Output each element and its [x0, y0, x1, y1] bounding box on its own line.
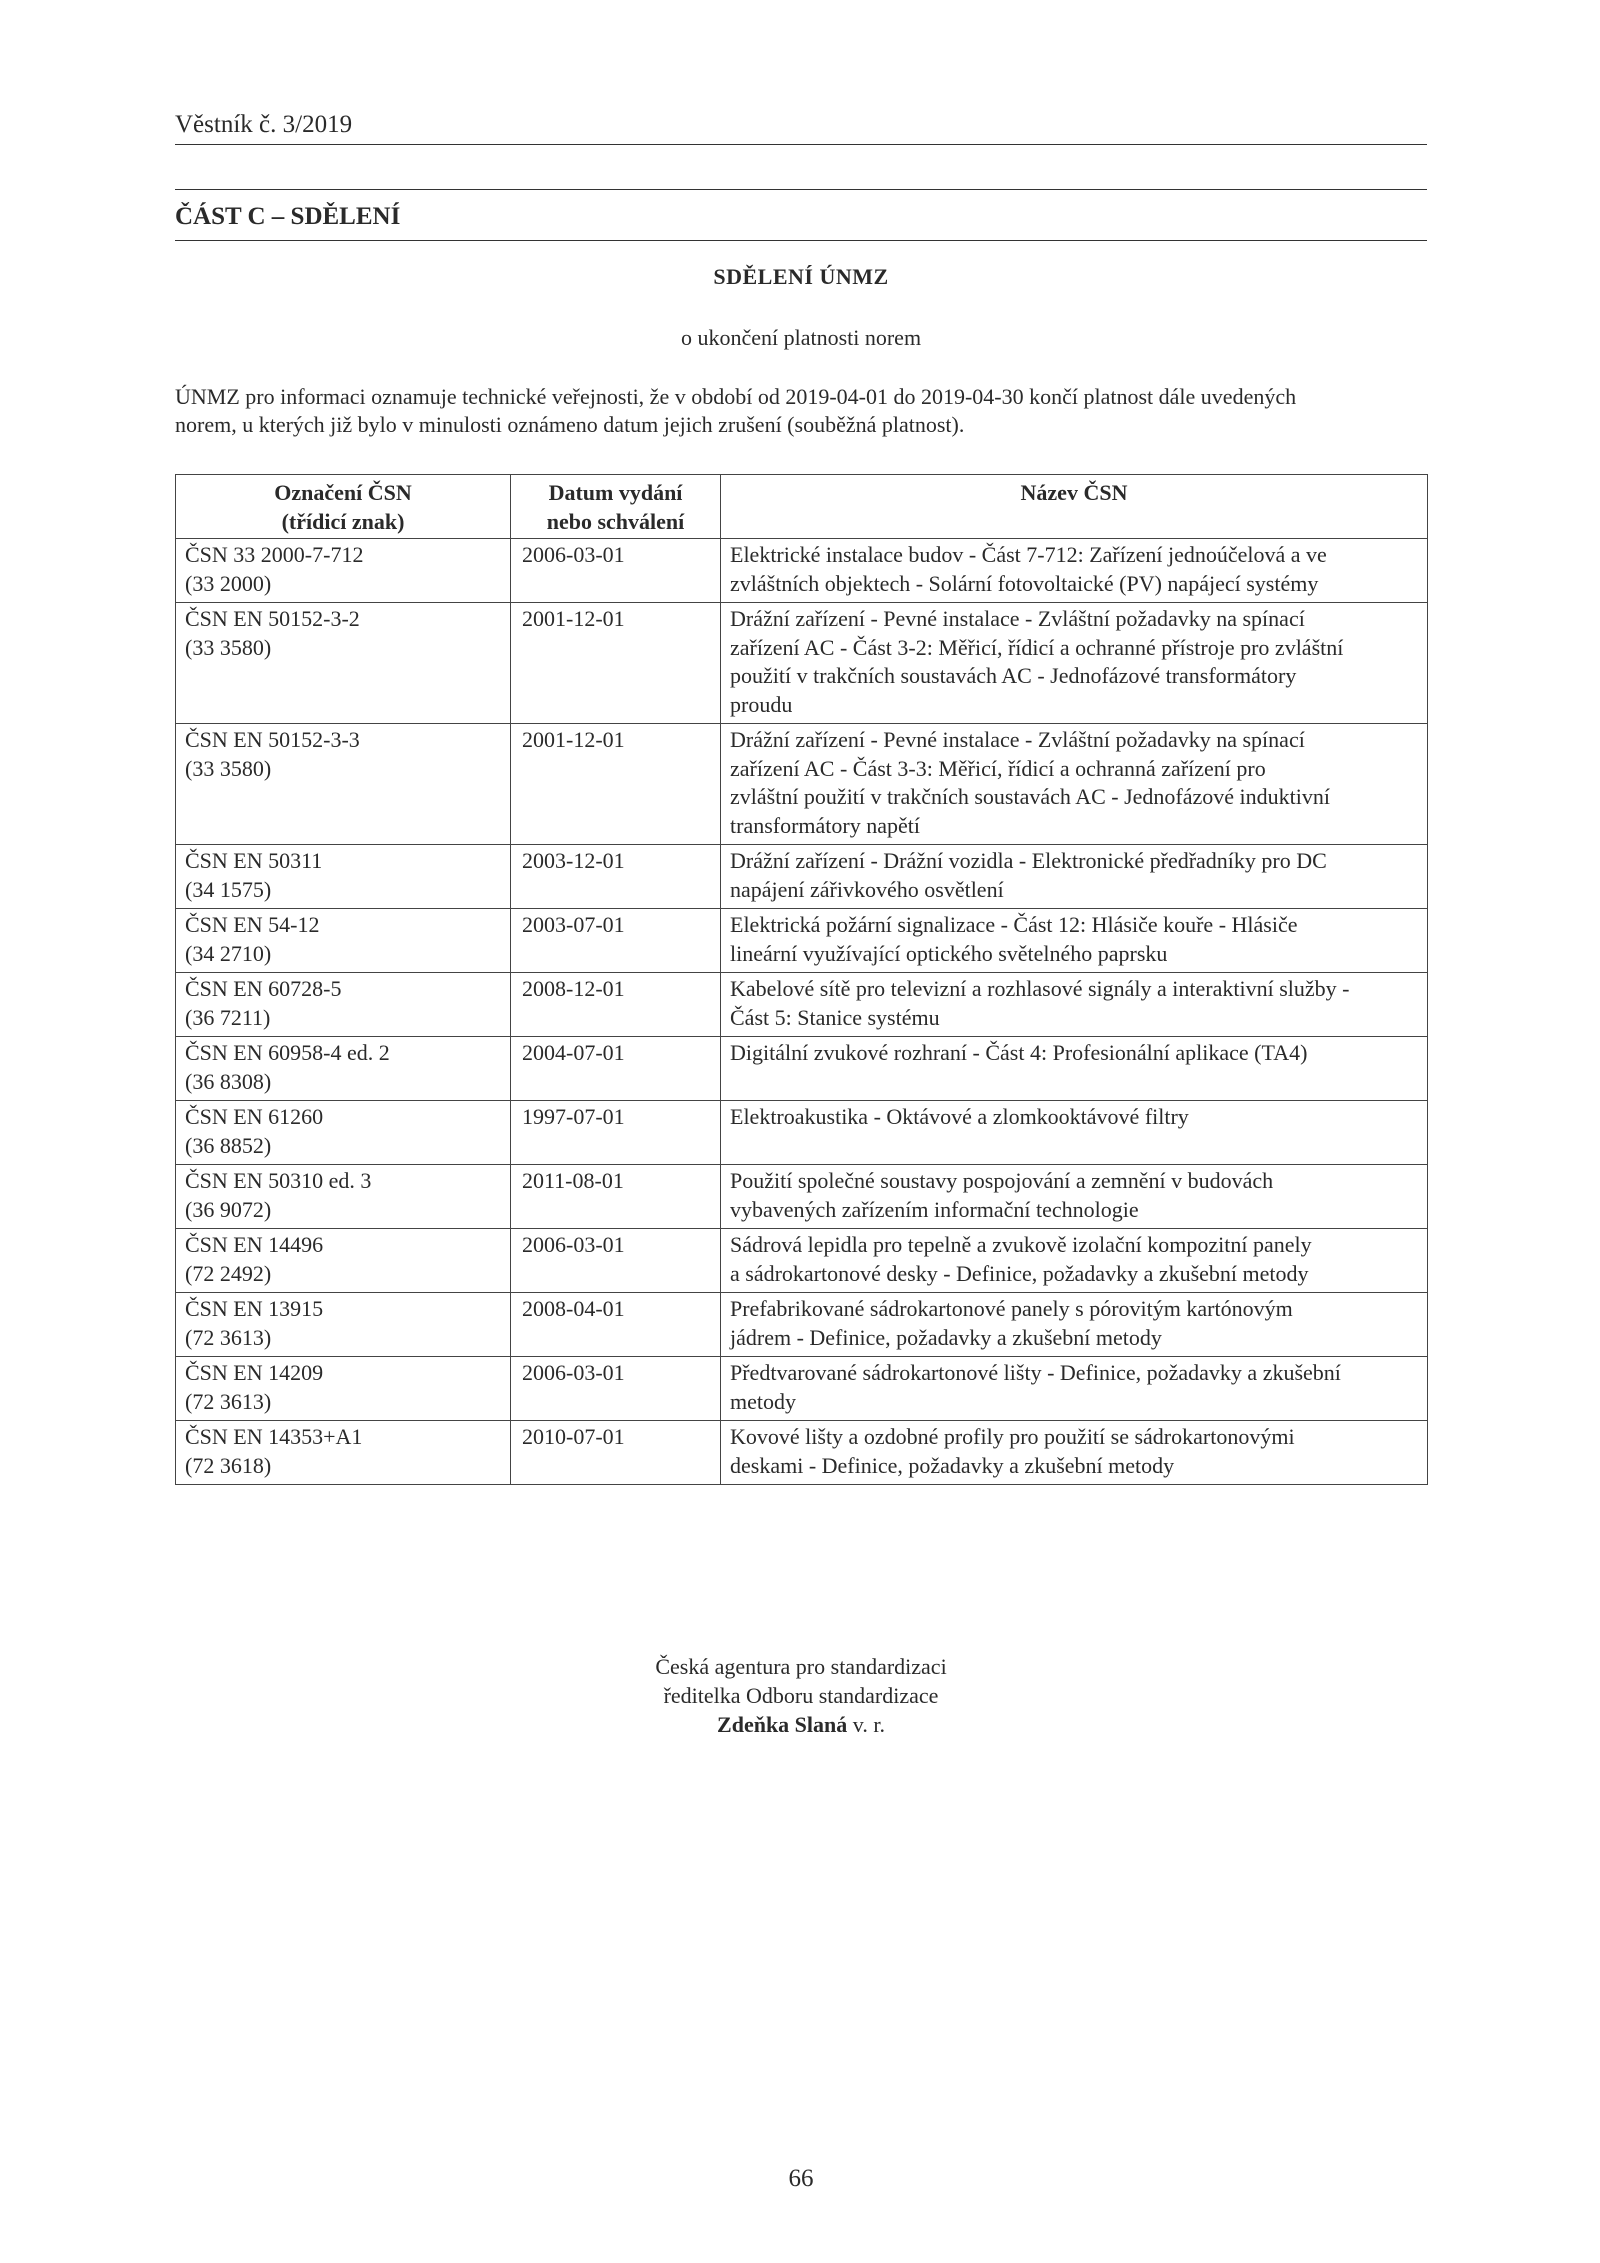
code-line: (34 2710)	[185, 940, 272, 966]
name-line: lineární využívající optického světelného paprsku	[730, 940, 1168, 966]
name-line: Prefabrikované sádrokartonové panely s pórovitým kartónovým	[730, 1296, 1293, 1321]
header-code	[176, 475, 511, 539]
name-line: a sádrokartonové desky - Definice, požadavky a zkušební metody	[730, 1260, 1309, 1286]
cell-code	[176, 973, 511, 1037]
table-row	[176, 1165, 1428, 1229]
name-line: napájení zářivkového osvětlení	[730, 876, 1004, 902]
cell-date: 2006-03-01	[511, 539, 721, 603]
name-line: Elektroakustika - Oktávové a zlomkooktávové filtry	[730, 1104, 1189, 1129]
section-divider	[175, 189, 1427, 190]
cell-date: 2003-12-01	[511, 845, 721, 909]
table-row	[176, 1037, 1428, 1101]
cell-date: 2011-08-01	[511, 1165, 721, 1229]
intro-line: norem, u kterých již bylo v minulosti oznámeno datum jejich zrušení (souběžná platnost).	[175, 412, 965, 437]
cell-code	[176, 1229, 511, 1293]
name-line: Digitální zvukové rozhraní - Část 4: Profesionální aplikace (TA4)	[730, 1040, 1308, 1065]
cell-name	[721, 603, 1428, 724]
name-line: zvláštní použití v trakčních soustavách AC - Jednofázové induktivní	[730, 784, 1330, 809]
name-line: jádrem - Definice, požadavky a zkušební metody	[730, 1324, 1162, 1350]
signature-line	[175, 1710, 1427, 1739]
code-line: ČSN EN 14209	[185, 1360, 324, 1385]
cell-name	[721, 539, 1428, 603]
notice-title: SDĚLENÍ ÚNMZ	[713, 264, 889, 289]
code-line: (36 7211)	[185, 1004, 271, 1030]
name-line: Drážní zařízení - Pevné instalace - Zvláštní požadavky na spínací	[730, 606, 1305, 631]
header-name	[721, 475, 1428, 539]
table-row	[176, 973, 1428, 1037]
header-code-line: Označení ČSN	[274, 480, 412, 505]
table-header-row	[176, 475, 1428, 539]
code-line: ČSN EN 50311	[185, 848, 323, 873]
name-line: metody	[730, 1388, 796, 1414]
code-line: ČSN EN 14353+A1	[185, 1424, 363, 1449]
name-line: Sádrová lepidla pro tepelně a zvukově izolační kompozitní panely	[730, 1232, 1312, 1257]
name-line: zvláštních objektech - Solární fotovoltaické (PV) napájecí systémy	[730, 570, 1319, 596]
bulletin-header	[175, 110, 1427, 145]
cell-code	[176, 1357, 511, 1421]
code-line: ČSN EN 50152-3-2	[185, 606, 360, 631]
table-row	[176, 603, 1428, 724]
name-line: Drážní zařízení - Drážní vozidla - Elektronické předřadníky pro DC	[730, 848, 1327, 873]
cell-date: 2004-07-01	[511, 1037, 721, 1101]
cell-date: 2001-12-01	[511, 603, 721, 724]
code-line: ČSN EN 61260	[185, 1104, 324, 1129]
name-line: zařízení AC - Část 3-2: Měřicí, řídicí a ochranné přístroje pro zvláštní	[730, 634, 1344, 660]
cell-name	[721, 1229, 1428, 1293]
cell-date: 1997-07-01	[511, 1101, 721, 1165]
bulletin-title: Věstník č. 3/2019	[175, 111, 353, 138]
cell-name	[721, 1421, 1428, 1485]
table-row	[176, 909, 1428, 973]
cell-code	[176, 1037, 511, 1101]
table-row	[176, 1357, 1428, 1421]
cell-name	[721, 724, 1428, 845]
header-date	[511, 475, 721, 539]
header-date-line: Datum vydání	[548, 480, 683, 505]
code-line: (36 8852)	[185, 1132, 272, 1158]
name-line: Část 5: Stanice systému	[730, 1004, 940, 1030]
cell-name	[721, 1165, 1428, 1229]
cell-date: 2008-12-01	[511, 973, 721, 1037]
section-title	[175, 202, 1427, 241]
cell-name	[721, 973, 1428, 1037]
cell-date: 2006-03-01	[511, 1357, 721, 1421]
cell-name	[721, 1037, 1428, 1101]
table-row	[176, 1229, 1428, 1293]
signature-org: Česká agentura pro standardizaci	[655, 1654, 947, 1679]
code-line: ČSN EN 54-12	[185, 912, 320, 937]
name-line: Elektrická požární signalizace - Část 12: Hlásiče kouře - Hlásiče	[730, 912, 1298, 937]
code-line: (33 3580)	[185, 634, 272, 660]
signature-block	[175, 1652, 1427, 1739]
name-line: Kovové lišty a ozdobné profily pro použití se sádrokartonovými	[730, 1424, 1295, 1449]
code-line: ČSN EN 60728-5	[185, 976, 342, 1001]
code-line: ČSN EN 14496	[185, 1232, 324, 1257]
name-line: vybavených zařízením informační technologie	[730, 1196, 1139, 1222]
signature-suffix: v. r.	[847, 1712, 885, 1737]
table-row	[176, 724, 1428, 845]
name-line: proudu	[730, 691, 793, 717]
page-number: 66	[788, 2165, 814, 2192]
name-line: použití v trakčních soustavách AC - Jednofázové transformátory	[730, 663, 1297, 688]
cell-code	[176, 1165, 511, 1229]
table-row	[176, 845, 1428, 909]
table-row	[176, 1101, 1428, 1165]
code-line: ČSN EN 50310 ed. 3	[185, 1168, 372, 1193]
code-line: (34 1575)	[185, 876, 272, 902]
code-line: (33 2000)	[185, 570, 272, 596]
cell-name	[721, 1357, 1428, 1421]
cell-date: 2010-07-01	[511, 1421, 721, 1485]
cell-date: 2003-07-01	[511, 909, 721, 973]
header-name-line: Název ČSN	[1020, 480, 1128, 505]
cell-code	[176, 724, 511, 845]
table-row	[176, 539, 1428, 603]
code-line: (72 3618)	[185, 1452, 272, 1478]
cell-code	[176, 1293, 511, 1357]
code-line: (36 9072)	[185, 1196, 272, 1222]
cell-date: 2006-03-01	[511, 1229, 721, 1293]
header-date-line: nebo schválení	[546, 508, 685, 534]
cell-code	[176, 1101, 511, 1165]
section-title-text: ČÁST C – SDĚLENÍ	[175, 203, 401, 230]
cell-name	[721, 1101, 1428, 1165]
code-line: (72 3613)	[185, 1388, 272, 1414]
code-line: ČSN EN 60958-4 ed. 2	[185, 1040, 390, 1065]
table-row	[176, 1421, 1428, 1485]
name-line: Elektrické instalace budov - Část 7-712: Zařízení jednoúčelová a ve	[730, 542, 1327, 567]
standards-table	[175, 474, 1428, 1485]
code-line: ČSN EN 50152-3-3	[185, 727, 360, 752]
notice-subtitle: o ukončení platnosti norem	[680, 325, 922, 350]
name-line: zařízení AC - Část 3-3: Měřicí, řídicí a ochranná zařízení pro	[730, 755, 1266, 781]
code-line: ČSN 33 2000-7-712	[185, 542, 364, 567]
name-line: transformátory napětí	[730, 812, 920, 838]
code-line: (36 8308)	[185, 1068, 272, 1094]
cell-date: 2001-12-01	[511, 724, 721, 845]
code-line: (33 3580)	[185, 755, 272, 781]
cell-code	[176, 539, 511, 603]
cell-name	[721, 909, 1428, 973]
cell-code	[176, 845, 511, 909]
intro-line: ÚNMZ pro informaci oznamuje technické veřejnosti, že v období od 2019-04-01 do 2019-04-30 končí platnost dále uvedených	[175, 384, 1297, 409]
cell-date: 2008-04-01	[511, 1293, 721, 1357]
cell-code	[176, 1421, 511, 1485]
signature-name: Zdeňka Slaná	[717, 1712, 848, 1737]
name-line: Drážní zařízení - Pevné instalace - Zvláštní požadavky na spínací	[730, 727, 1305, 752]
code-line: (72 3613)	[185, 1324, 272, 1350]
code-line: ČSN EN 13915	[185, 1296, 324, 1321]
code-line: (72 2492)	[185, 1260, 272, 1286]
table-body	[176, 539, 1428, 1485]
intro-paragraph	[175, 383, 1427, 439]
name-line: Předtvarované sádrokartonové lišty - Definice, požadavky a zkušební	[730, 1360, 1341, 1385]
cell-name	[721, 1293, 1428, 1357]
name-line: Použití společné soustavy pospojování a zemnění v budovách	[730, 1168, 1274, 1193]
table-row	[176, 1293, 1428, 1357]
cell-code	[176, 603, 511, 724]
signature-role: ředitelka Odboru standardizace	[663, 1683, 939, 1708]
name-line: deskami - Definice, požadavky a zkušební metody	[730, 1452, 1175, 1478]
cell-code	[176, 909, 511, 973]
header-code-line: (třídicí znak)	[281, 508, 405, 534]
cell-name	[721, 845, 1428, 909]
name-line: Kabelové sítě pro televizní a rozhlasové signály a interaktivní služby -	[730, 976, 1350, 1001]
